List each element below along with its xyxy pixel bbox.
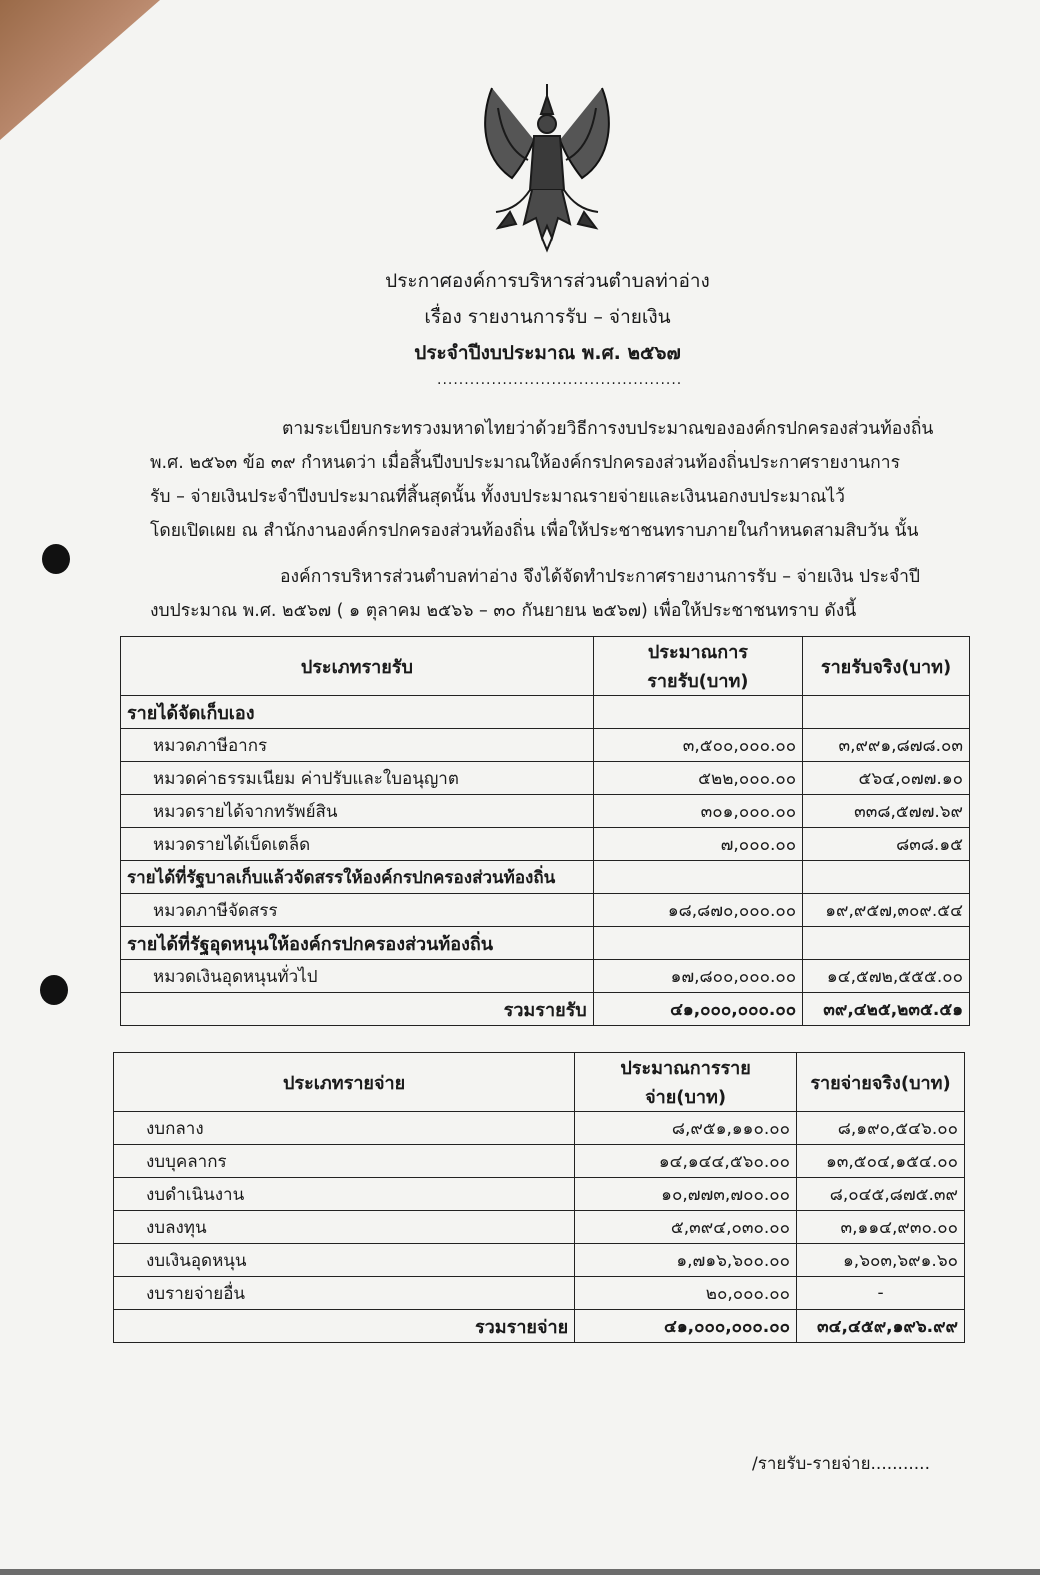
table-row	[114, 1178, 965, 1211]
actual-cell: -	[797, 1277, 965, 1310]
income-item: หมวดรายได้เบ็ดเตล็ด	[121, 828, 594, 861]
estimate-cell: ๘,๙๕๑,๑๑๐.๐๐	[575, 1112, 797, 1145]
table-row	[121, 696, 970, 729]
estimate-cell: ๕๒๒,๐๐๐.๐๐	[593, 762, 802, 795]
paragraph-line: พ.ศ. ๒๕๖๓ ข้อ ๓๙ กำหนดว่า เมื่อสิ้นปีงบประมาณให้องค์กรปกครองส่วนท้องถิ่นประกาศรายงานการ	[150, 453, 900, 473]
paragraph-line: งบประมาณ พ.ศ. ๒๕๖๗ ( ๑ ตุลาคม ๒๕๖๖ – ๓๐ กันยายน ๒๕๖๗) เพื่อให้ประชาชนทราบ ดังนี้	[150, 601, 857, 621]
paragraph-line: โดยเปิดเผย ณ สำนักงานองค์กรปกครองส่วนท้องถิ่น เพื่อให้ประชาชนทราบภายในกำหนดสามสิบวัน นั้น	[150, 521, 919, 541]
income-category: รายได้จัดเก็บเอง	[121, 696, 594, 729]
actual-cell: ๑๔,๕๗๒,๕๕๕.๐๐	[803, 960, 970, 993]
table-row	[121, 861, 970, 894]
total-label: รวมรายรับ	[121, 993, 594, 1026]
table-row	[121, 894, 970, 927]
actual-cell: ๑๙,๙๕๗,๓๐๙.๕๔	[803, 894, 970, 927]
column-header: ประเภทรายจ่าย	[114, 1053, 575, 1112]
income-category: รายได้ที่รัฐบาลเก็บแล้วจัดสรรให้องค์กรปกครองส่วนท้องถิ่น	[121, 861, 594, 894]
estimate-cell: ๑๔,๑๔๔,๕๖๐.๐๐	[575, 1145, 797, 1178]
estimate-cell: ๗,๐๐๐.๐๐	[593, 828, 802, 861]
income-item: หมวดค่าธรรมเนียม ค่าปรับและใบอนุญาต	[121, 762, 594, 795]
expense-item: งบรายจ่ายอื่น	[114, 1277, 575, 1310]
scan-edge	[0, 1569, 1040, 1575]
income-category: รายได้ที่รัฐอุดหนุนให้องค์กรปกครองส่วนท้องถิ่น	[121, 927, 594, 960]
actual-cell: ๓๓๘,๕๗๗.๖๙	[803, 795, 970, 828]
table-row	[114, 1145, 965, 1178]
column-header: ประมาณการรายจ่าย(บาท)	[575, 1053, 797, 1112]
total-row	[121, 993, 970, 1026]
garuda-emblem	[472, 78, 622, 254]
table-row	[114, 1277, 965, 1310]
punch-hole	[40, 975, 68, 1005]
actual-cell: ๘๓๘.๑๕	[803, 828, 970, 861]
income-item: หมวดภาษีอากร	[121, 729, 594, 762]
actual-cell: ๕๖๔,๐๗๗.๑๐	[803, 762, 970, 795]
actual-cell	[803, 927, 970, 960]
income-item: หมวดเงินอุดหนุนทั่วไป	[121, 960, 594, 993]
income-item: หมวดรายได้จากทรัพย์สิน	[121, 795, 594, 828]
announcement-subject: เรื่อง รายงานการรับ – จ่ายเงิน	[424, 306, 671, 328]
income-item: หมวดภาษีจัดสรร	[121, 894, 594, 927]
table-row	[114, 1112, 965, 1145]
table-header-row	[121, 637, 970, 696]
table-row	[121, 960, 970, 993]
table-row	[114, 1211, 965, 1244]
estimate-cell: ๑,๗๑๖,๖๐๐.๐๐	[575, 1244, 797, 1277]
estimate-cell: ๒๐,๐๐๐.๐๐	[575, 1277, 797, 1310]
estimate-cell: ๕,๓๙๔,๐๓๐.๐๐	[575, 1211, 797, 1244]
table-row	[121, 927, 970, 960]
estimate-cell	[593, 927, 802, 960]
column-header: ประเภทรายรับ	[121, 637, 594, 696]
expense-item: งบบุคลากร	[114, 1145, 575, 1178]
paragraph-line: ตามระเบียบกระทรวงมหาดไทยว่าด้วยวิธีการงบประมาณขององค์กรปกครองส่วนท้องถิ่น	[282, 419, 934, 439]
column-header: ประมาณการรายรับ(บาท)	[593, 637, 802, 696]
paragraph-line: องค์การบริหารส่วนตำบลท่าอ่าง จึงได้จัดทำประกาศรายงานการรับ – จ่ายเงิน ประจำปี	[280, 567, 921, 587]
actual-cell: ๓,๑๑๔,๙๓๐.๐๐	[797, 1211, 965, 1244]
total-row	[114, 1310, 965, 1343]
paragraph-line: รับ – จ่ายเงินประจำปีงบประมาณที่สิ้นสุดนั้น ทั้งงบประมาณรายจ่ายและเงินนอกงบประมาณไว้	[150, 487, 845, 507]
actual-cell	[803, 696, 970, 729]
table-row	[121, 828, 970, 861]
total-label: รวมรายจ่าย	[114, 1310, 575, 1343]
total-estimate: ๔๑,๐๐๐,๐๐๐.๐๐	[593, 993, 802, 1026]
estimate-cell	[593, 696, 802, 729]
expense-item: งบกลาง	[114, 1112, 575, 1145]
punch-hole	[42, 544, 70, 574]
estimate-cell: ๑๐,๗๗๓,๗๐๐.๐๐	[575, 1178, 797, 1211]
table-row	[114, 1244, 965, 1277]
estimate-cell: ๓,๕๐๐,๐๐๐.๐๐	[593, 729, 802, 762]
announcement-title: ประกาศองค์การบริหารส่วนตำบลท่าอ่าง	[385, 270, 710, 292]
column-header: รายจ่ายจริง(บาท)	[797, 1053, 965, 1112]
actual-cell	[803, 861, 970, 894]
expense-table	[113, 1052, 965, 1343]
photo-corner	[0, 0, 160, 140]
expense-item: งบเงินอุดหนุน	[114, 1244, 575, 1277]
actual-cell: ๓,๙๙๑,๘๗๘.๐๓	[803, 729, 970, 762]
total-estimate: ๔๑,๐๐๐,๐๐๐.๐๐	[575, 1310, 797, 1343]
expense-item: งบดำเนินงาน	[114, 1178, 575, 1211]
estimate-cell: ๑๗,๘๐๐,๐๐๐.๐๐	[593, 960, 802, 993]
table-row	[121, 762, 970, 795]
table-row	[121, 729, 970, 762]
table-row	[121, 795, 970, 828]
expense-item: งบลงทุน	[114, 1211, 575, 1244]
estimate-cell: ๓๐๑,๐๐๐.๐๐	[593, 795, 802, 828]
page-continuation: /รายรับ-รายจ่าย...........	[752, 1454, 930, 1474]
total-actual: ๓๙,๔๒๕,๒๓๕.๕๑	[803, 993, 970, 1026]
total-actual: ๓๔,๔๕๙,๑๙๖.๙๙	[797, 1310, 965, 1343]
estimate-cell: ๑๘,๘๗๐,๐๐๐.๐๐	[593, 894, 802, 927]
actual-cell: ๑,๖๐๓,๖๙๑.๖๐	[797, 1244, 965, 1277]
separator: .............................................	[437, 372, 683, 388]
estimate-cell	[593, 861, 802, 894]
column-header: รายรับจริง(บาท)	[803, 637, 970, 696]
income-table	[120, 636, 970, 1026]
actual-cell: ๘,๑๙๐,๕๔๖.๐๐	[797, 1112, 965, 1145]
table-header-row	[114, 1053, 965, 1112]
actual-cell: ๑๓,๕๐๔,๑๕๔.๐๐	[797, 1145, 965, 1178]
actual-cell: ๘,๐๔๕,๘๗๕.๓๙	[797, 1178, 965, 1211]
fiscal-year: ประจำปีงบประมาณ พ.ศ. ๒๕๖๗	[414, 342, 681, 364]
